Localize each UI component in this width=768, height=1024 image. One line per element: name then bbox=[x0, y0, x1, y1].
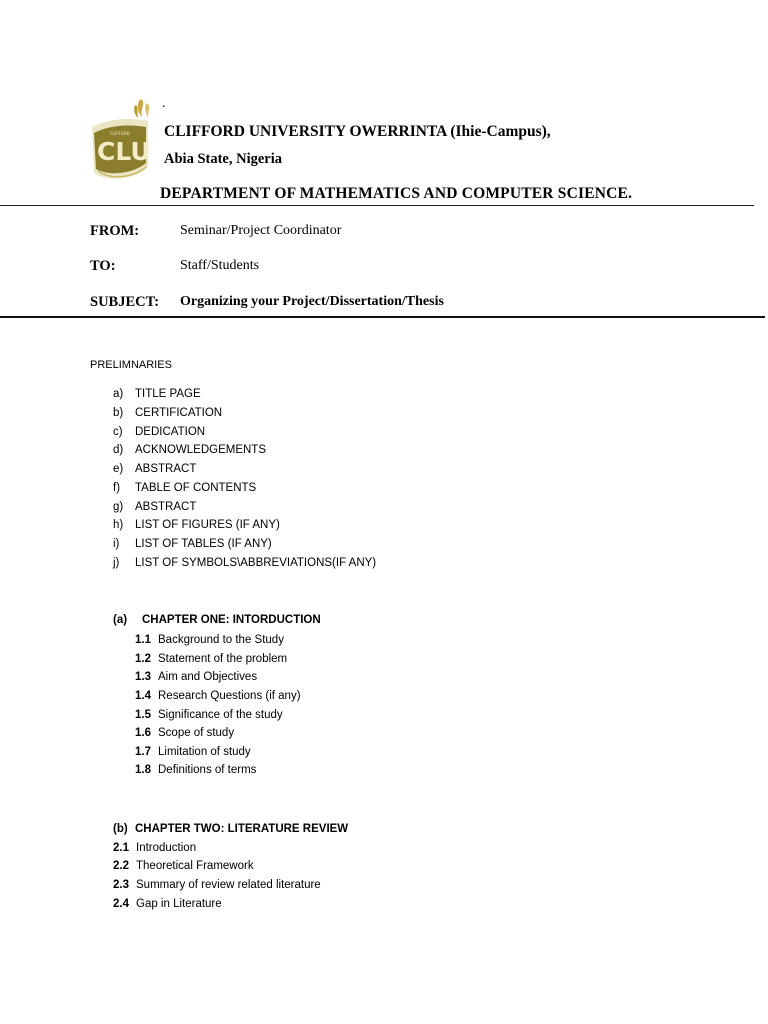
item-number: 1.4 bbox=[135, 690, 151, 702]
from-label: FROM: bbox=[90, 223, 140, 239]
university-name: CLIFFORD UNIVERSITY OWERRINTA (Ihie-Campus), bbox=[164, 123, 551, 140]
logo-small-text: CLIFFORD bbox=[110, 131, 130, 136]
list-item-letter: c) bbox=[113, 426, 123, 438]
list-item bbox=[135, 671, 257, 683]
item-text: Significance of the study bbox=[158, 709, 283, 721]
list-item-text: LIST OF FIGURES (IF ANY) bbox=[135, 519, 280, 531]
chapter-two-title: CHAPTER TWO: LITERATURE REVIEW bbox=[135, 823, 349, 835]
list-item-letter: h) bbox=[113, 519, 124, 531]
item-text: Limitation of study bbox=[158, 746, 251, 758]
item-text: Theoretical Framework bbox=[136, 860, 254, 872]
item-text: Definitions of terms bbox=[158, 764, 257, 776]
list-item-letter: i) bbox=[113, 538, 120, 550]
item-number: 1.1 bbox=[135, 634, 151, 646]
item-number: 1.8 bbox=[135, 764, 151, 776]
list-item-letter: d) bbox=[113, 444, 124, 456]
list-item-text: ABSTRACT bbox=[135, 501, 197, 513]
list-item-text: DEDICATION bbox=[135, 426, 206, 438]
item-number: 1.3 bbox=[135, 671, 151, 683]
list-item bbox=[113, 463, 196, 475]
item-number: 2.4 bbox=[113, 898, 129, 910]
list-item bbox=[135, 653, 287, 665]
list-item bbox=[135, 690, 301, 702]
item-number: 1.2 bbox=[135, 653, 151, 665]
item-text: Statement of the problem bbox=[158, 653, 288, 665]
list-item bbox=[135, 764, 256, 776]
list-item bbox=[135, 709, 283, 721]
list-item-text: LIST OF TABLES (IF ANY) bbox=[135, 538, 272, 550]
preliminaries-title: PRELIMNARIES bbox=[90, 359, 172, 371]
list-item-letter: b) bbox=[113, 407, 124, 419]
list-item bbox=[113, 407, 222, 419]
item-number: 2.2 bbox=[113, 860, 129, 872]
to-value: Staff/Students bbox=[180, 258, 260, 273]
item-number: 1.5 bbox=[135, 709, 151, 721]
department-name: DEPARTMENT OF MATHEMATICS AND COMPUTER SCIENCE. bbox=[160, 185, 633, 202]
item-number: 2.3 bbox=[113, 879, 129, 891]
item-text: Background to the Study bbox=[158, 634, 284, 646]
subject-value: Organizing your Project/Dissertation/Thesis bbox=[180, 294, 444, 309]
list-item bbox=[113, 426, 205, 438]
item-number: 2.1 bbox=[113, 842, 129, 854]
list-item bbox=[113, 898, 222, 910]
list-item-text: TABLE OF CONTENTS bbox=[135, 482, 257, 494]
chapter-one-marker: (a) bbox=[113, 614, 128, 626]
item-text: Scope of study bbox=[158, 727, 235, 739]
item-text: Summary of review related literature bbox=[136, 879, 321, 891]
list-item-text: TITLE PAGE bbox=[135, 388, 201, 400]
list-item bbox=[135, 746, 251, 758]
list-item-letter: g) bbox=[113, 501, 124, 513]
list-item bbox=[113, 538, 272, 550]
list-item bbox=[113, 482, 256, 494]
list-item-text: ACKNOWLEDGEMENTS bbox=[135, 444, 266, 456]
item-text: Aim and Objectives bbox=[158, 671, 258, 683]
list-item bbox=[113, 501, 196, 513]
list-item-letter: j) bbox=[113, 557, 120, 569]
from-value: Seminar/Project Coordinator bbox=[180, 223, 342, 238]
list-item-letter: f) bbox=[113, 482, 121, 494]
memo-divider bbox=[0, 316, 765, 318]
list-item bbox=[113, 842, 196, 854]
list-item-text: ABSTRACT bbox=[135, 463, 197, 475]
university-location: Abia State, Nigeria bbox=[164, 151, 282, 167]
university-logo bbox=[88, 97, 160, 185]
logo-text: CLU bbox=[97, 137, 151, 166]
item-text: Research Questions (if any) bbox=[158, 690, 301, 702]
list-item bbox=[135, 634, 284, 646]
list-item-letter: e) bbox=[113, 463, 124, 475]
list-item-letter: a) bbox=[113, 388, 124, 400]
item-text: Gap in Literature bbox=[136, 898, 222, 910]
list-item bbox=[113, 519, 280, 531]
list-item-text: CERTIFICATION bbox=[135, 407, 223, 419]
item-number: 1.6 bbox=[135, 727, 151, 739]
list-item bbox=[113, 860, 254, 872]
item-text: Introduction bbox=[136, 842, 197, 854]
list-item bbox=[135, 727, 234, 739]
list-item bbox=[113, 879, 321, 891]
chapter-two-marker: (b) bbox=[113, 823, 128, 835]
list-item bbox=[113, 557, 376, 569]
header-dot: . bbox=[162, 96, 166, 111]
subject-label: SUBJECT: bbox=[90, 294, 160, 310]
to-label: TO: bbox=[90, 258, 116, 274]
list-item bbox=[113, 388, 201, 400]
chapter-one-title: CHAPTER ONE: INTORDUCTION bbox=[142, 614, 321, 626]
header-divider bbox=[0, 205, 754, 206]
item-number: 1.7 bbox=[135, 746, 151, 758]
list-item-text: LIST OF SYMBOLS\ABBREVIATIONS(IF ANY) bbox=[135, 557, 377, 569]
list-item bbox=[113, 444, 266, 456]
